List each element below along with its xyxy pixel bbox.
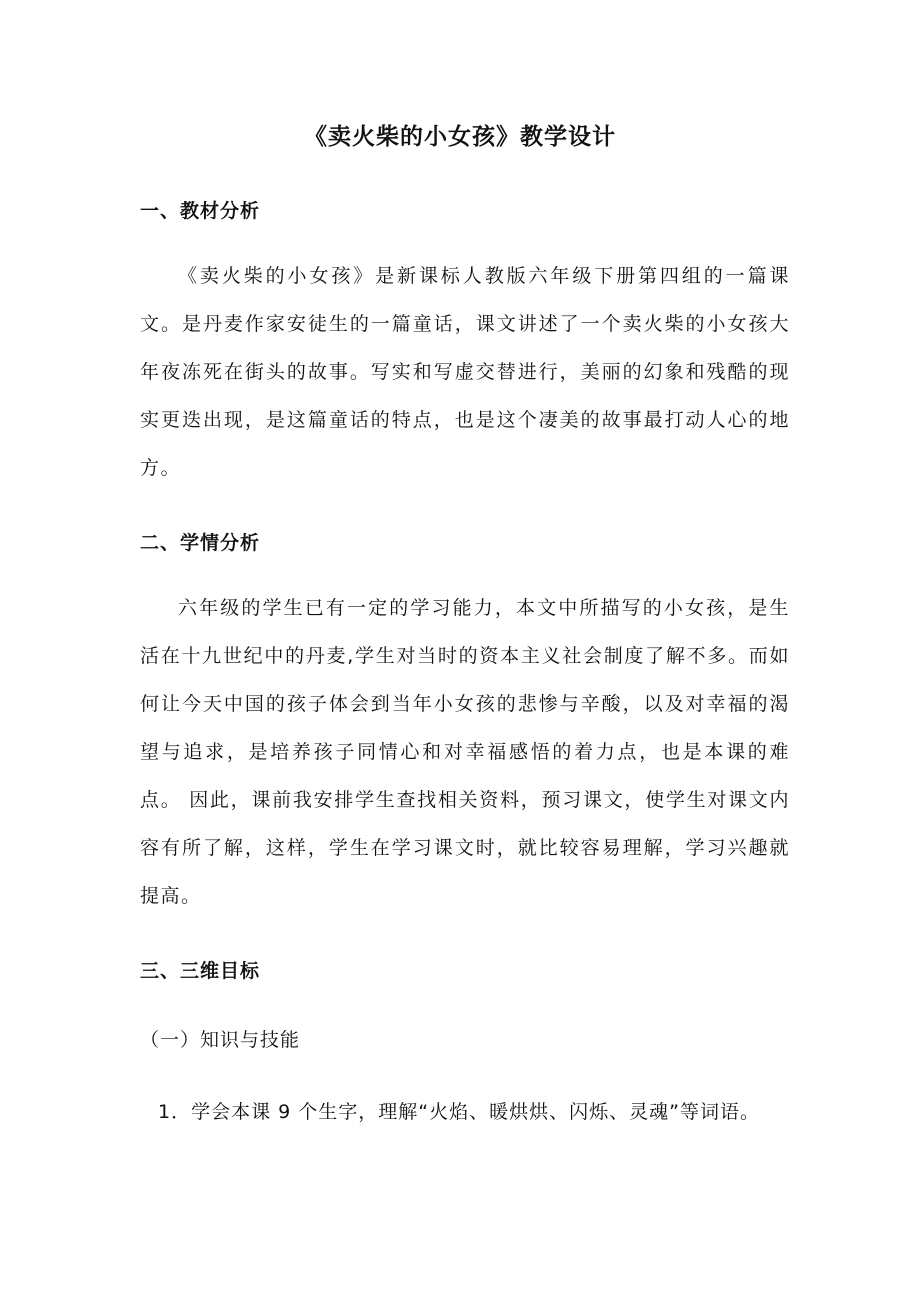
section-heading-student-analysis: 二、学情分析	[140, 532, 261, 554]
document-title: 《卖火柴的小女孩》教学设计	[304, 124, 616, 150]
section-heading-textbook-analysis: 一、教材分析	[140, 200, 261, 222]
subheading-knowledge-skills: （一）知识与技能	[140, 1029, 301, 1051]
section-paragraph-student-analysis: 六年级的学生已有一定的学习能力，本文中所描写的小女孩，是生活在十九世纪中的丹麦,学生对当时的资本主义社会制度了解不多。而如何让今天中国的孩子体会到当年小女孩的悲惨与辛酸，以及对幸福的渴望与追求，是培养孩子同情心和对幸福感悟的着力点，也是本课的难点。 因此，课前我安排学生查找相关资料，预习课文，使学生对课文内容有所了解，这样，学生在学习课文时，就比较容易理解，学习兴趣就提高。	[140, 597, 790, 907]
section-paragraph-textbook-analysis: 《卖火柴的小女孩》是新课标人教版六年级下册第四组的一篇课文。是丹麦作家安徒生的一篇童话，课文讲述了一个卖火柴的小女孩大年夜冻死在街头的故事。写实和写虚交替进行，美丽的幻象和残酷的现实更迭出现，是这篇童话的特点，也是这个凄美的故事最打动人心的地方。	[140, 265, 790, 479]
list-item: 1．学会本课 9 个生字，理解“火焰、暖烘烘、闪烁、灵魂”等词语。	[158, 1101, 760, 1123]
section-heading-three-dimensional-goals: 三、三维目标	[140, 960, 261, 982]
